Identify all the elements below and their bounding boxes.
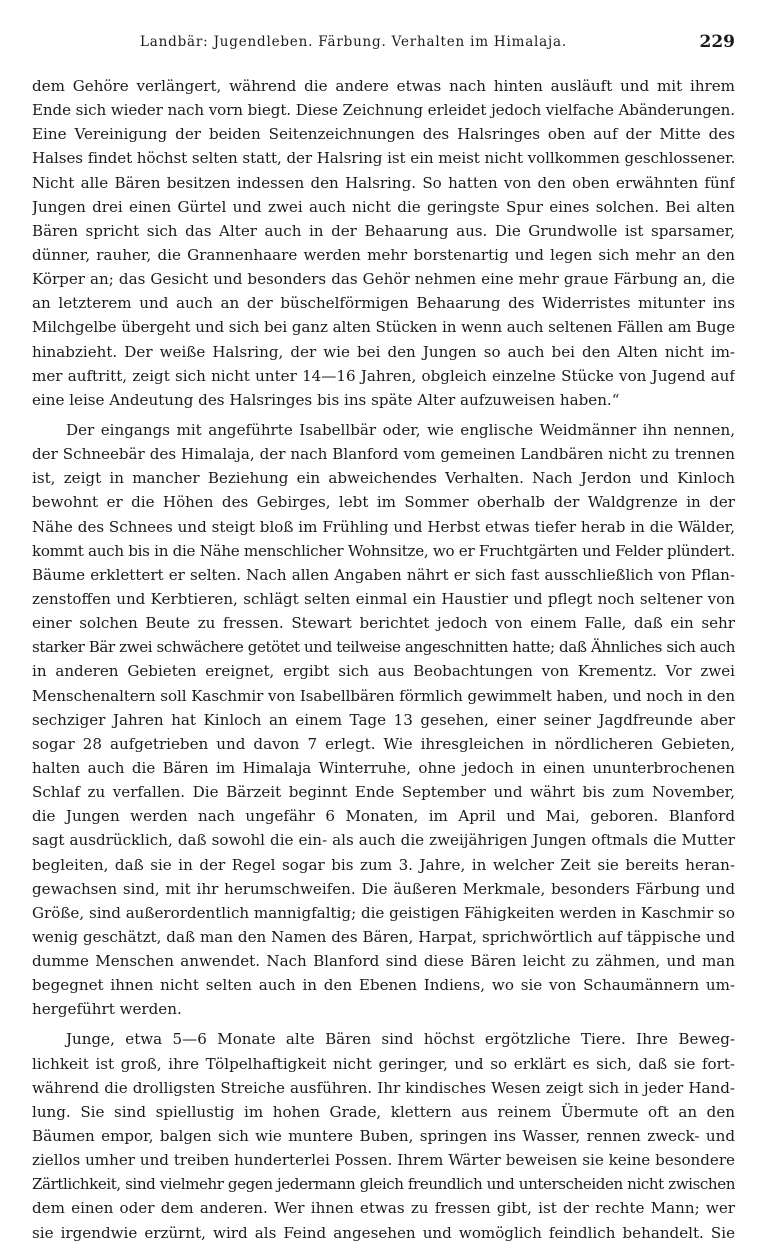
text-line: Milchgelbe übergeht und sich bei ganz alten Stücken in wenn auch seltenen Fällen am Buge [32, 318, 735, 337]
text-line: sogar 28 aufgetrieben und davon 7 erlegt. Wie ihresgleichen in nördlicheren Gebieten, [32, 734, 735, 753]
text-line: Eine Vereinigung der beiden Seitenzeichnungen des Halsringes oben auf der Mitte des [32, 125, 735, 144]
text-line: Körper an; das Gesicht und besonders das Gehör nehmen eine mehr graue Färbung an, die [32, 270, 735, 289]
text-line: mer auftritt, zeigt sich nicht unter 14—16 Jahren, obgleich einzelne Stücke von Jugend auf [32, 366, 735, 385]
text-line: lung. Sie sind spiellustig im hohen Grade, klettern aus reinem Übermute oft an den [32, 1102, 735, 1121]
text-line: hergeführt werden. [32, 1000, 182, 1019]
text-line: während die drolligsten Streiche ausführen. Ihr kindisches Wesen zeigt sich in jeder Hand- [32, 1078, 735, 1097]
text-line: sechziger Jahren hat Kinloch an einem Tage 13 gesehen, einer seiner Jagdfreunde aber [32, 710, 735, 729]
text-line: dünner, rauher, die Grannenhaare werden mehr borstenartig und legen sich mehr an den [32, 245, 735, 264]
text-line: halten auch die Bären im Himalaja Winterruhe, ohne jedoch in einen ununterbrochenen [32, 758, 735, 777]
text-line: Bäume erklettert er selten. Nach allen Angaben nährt er sich fast ausschließlich von Pflan- [32, 565, 735, 584]
text-line: Bären spricht sich das Alter auch in der Behaarung aus. Die Grundwolle ist sparsamer, [32, 221, 735, 240]
body-text [32, 74, 735, 1245]
text-line: Größe, sind außerordentlich mannigfaltig; die geistigen Fähigkeiten werden in Kaschmir so [32, 903, 735, 922]
text-line: gewachsen sind, mit ihr herumschweifen. Die äußeren Merkmale, besonders Färbung und [32, 879, 735, 898]
text-line: sie irgendwie erzürnt, wird als Feind angesehen und womöglich feindlich behandelt. Sie [32, 1223, 735, 1242]
text-line: ziellos umher und treiben hunderterlei Possen. Ihrem Wärter beweisen sie keine besondere [32, 1151, 735, 1170]
text-line: kommt auch bis in die Nähe menschlicher Wohnsitze, wo er Fruchtgärten und Felder plündert. [32, 541, 735, 560]
text-line: der Schneebär des Himalaja, der nach Blanford vom gemeinen Landbären nicht zu trennen [32, 445, 735, 464]
text-line: dumme Menschen anwendet. Nach Blanford sind diese Bären leicht zu zähmen, und man [32, 952, 735, 971]
text-line: lichkeit ist groß, ihre Tölpelhaftigkeit nicht geringer, und so erklärt es sich, daß sie fort- [32, 1054, 735, 1073]
paragraph [32, 1027, 735, 1244]
text-line: Junge, etwa 5—6 Monate alte Bären sind höchst ergötzliche Tiere. Ihre Beweg- [66, 1030, 735, 1049]
text-line: dem Gehöre verlängert, während die andere etwas nach hinten ausläuft und mit ihrem [32, 77, 735, 95]
text-line: dem einen oder dem anderen. Wer ihnen etwas zu fressen gibt, ist der rechte Mann; wer [32, 1199, 735, 1218]
text-line: wenig geschätzt, daß man den Namen des Bären, Harpat, sprichwörtlich auf täppische und [32, 927, 735, 946]
text-line: die Jungen werden nach ungefähr 6 Monaten, im April und Mai, geboren. Blanford [32, 807, 735, 826]
page-number: 229 [699, 32, 735, 52]
text-line: Der eingangs mit angeführte Isabellbär oder, wie englische Weidmänner ihn nennen, [66, 420, 735, 439]
running-title: Landbär: Jugendleben. Färbung. Verhalten im Himalaja. [140, 34, 567, 50]
text-line: bewohnt er die Höhen des Gebirges, lebt im Sommer oberhalb der Waldgrenze in der [32, 493, 735, 512]
text-line: Nicht alle Bären besitzen indessen den Halsring. So hatten von den oben erwähnten fünf [32, 173, 735, 192]
paragraph [32, 418, 735, 1022]
text-line: sagt ausdrücklich, daß sowohl die ein- als auch die zweijährigen Jungen oftmals die Mutter [32, 831, 735, 850]
running-head [32, 34, 735, 60]
text-line: hinabzieht. Der weiße Halsring, der wie bei den Jungen so auch bei den Alten nicht im- [32, 342, 735, 361]
text-line: Ende sich wieder nach vorn biegt. Diese Zeichnung erleidet jedoch vielfache Abänderungen. [32, 101, 735, 120]
text-line: begegnet ihnen nicht selten auch in den Ebenen Indiens, wo sie von Schaumännern um- [32, 976, 735, 995]
text-line: Menschenaltern soll Kaschmir von Isabellbären förmlich gewimmelt haben, und noch in den [32, 686, 735, 705]
text-line: in anderen Gebieten ereignet, ergibt sich aus Beobachtungen von Krementz. Vor zwei [32, 662, 735, 681]
text-line: starker Bär zwei schwächere getötet und teilweise angeschnitten hatte; daß Ähnliches sich auch [32, 638, 735, 657]
text-line: Jungen drei einen Gürtel und zwei auch nicht die geringste Spur eines solchen. Bei alten [32, 197, 735, 216]
text-line: Zärtlichkeit, sind vielmehr gegen jedermann gleich freundlich und unterscheiden nicht zwischen [32, 1175, 735, 1194]
text-line: Nähe des Schnees und steigt bloß im Frühling und Herbst etwas tiefer herab in die Wälder, [32, 517, 735, 536]
text-line: zenstoffen und Kerbtieren, schlägt selten einmal ein Haustier und pflegt noch seltener von [32, 589, 735, 608]
text-line: einer solchen Beute zu fressen. Stewart berichtet jedoch von einem Falle, daß ein sehr [32, 614, 735, 633]
text-line: an letzterem und auch an der büschelförmigen Behaarung des Widerristes mitunter ins [32, 294, 735, 313]
text-line: Schlaf zu verfallen. Die Bärzeit beginnt Ende September und währt bis zum November, [32, 783, 735, 802]
text-line: Bäumen empor, balgen sich wie muntere Buben, springen ins Wasser, rennen zweck- und [32, 1127, 735, 1146]
text-line: eine leise Andeutung des Halsringes bis ins späte Alter aufzuweisen haben.“ [32, 390, 620, 409]
text-line: Halses findet höchst selten statt, der Halsring ist ein meist nicht vollkommen geschlossener. [32, 149, 735, 168]
text-line: begleiten, daß sie in der Regel sogar bis zum 3. Jahre, in welcher Zeit sie bereits heran- [32, 855, 735, 874]
text-line: ist, zeigt in mancher Beziehung ein abweichendes Verhalten. Nach Jerdon und Kinloch [32, 469, 735, 488]
paragraph [32, 74, 735, 412]
